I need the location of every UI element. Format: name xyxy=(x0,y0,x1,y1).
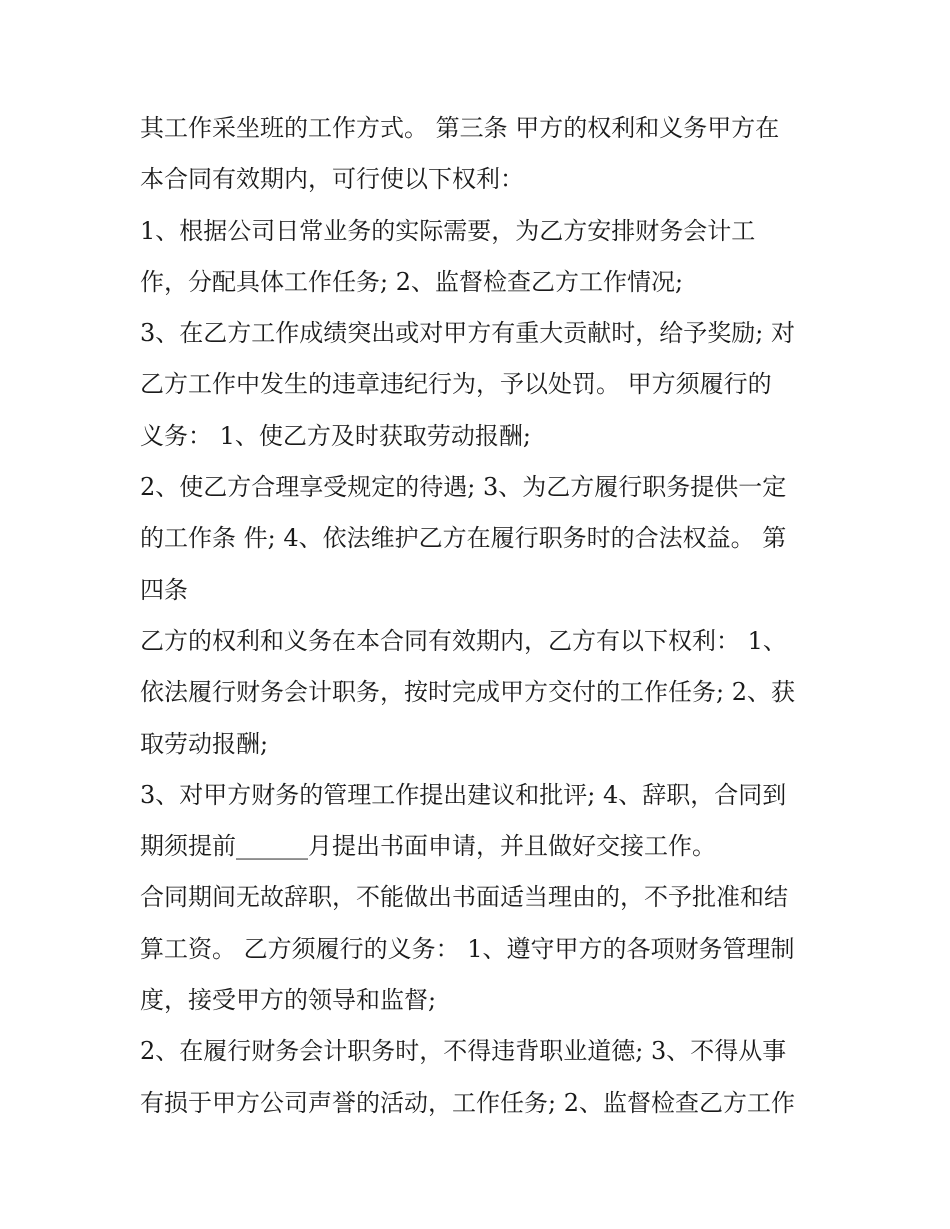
text-line: 其工作采坐班的工作方式。 第三条 甲方的权利和义务甲方在 xyxy=(140,114,780,142)
text-line: 合同期间无故辞职，不能做出书面适当理由的，不予批准和结 xyxy=(140,883,788,912)
text-line: 3、对甲方财务的管理工作提出建议和批评; 4、辞职，合同到 xyxy=(140,780,787,809)
text-line: 2、使乙方合理享受规定的待遇; 3、为乙方履行职务提供一定 xyxy=(140,473,787,502)
text-line: 乙方工作中发生的违章违纪行为，予以处罚。 甲方须履行的 xyxy=(140,370,772,399)
text-line: 依法履行财务会计职务，按时完成甲方交付的工作任务; 2、获 xyxy=(140,678,795,707)
text-line: 算工资。 乙方须履行的义务： 1、遵守甲方的各项财务管理制 xyxy=(140,934,795,963)
text-line: 2、在履行财务会计职务时，不得违背职业道德; 3、不得从事 xyxy=(140,1037,787,1066)
text-line: 3、在乙方工作成绩突出或对甲方有重大贡献时，给予奖励; 对 xyxy=(140,319,795,348)
text-line: 作，分配具体工作任务; 2、监督检查乙方工作情况; xyxy=(140,267,684,296)
text-line: 度，接受甲方的领导和监督; xyxy=(140,986,437,1015)
text-line: 四条 xyxy=(140,575,188,604)
text-line: 期须提前______月提出书面申请，并且做好交接工作。 xyxy=(140,832,716,861)
text-line: 义务： 1、使乙方及时获取劳动报酬; xyxy=(140,421,531,450)
text-line: 乙方的权利和义务在本合同有效期内，乙方有以下权利： 1、 xyxy=(140,626,787,655)
document-body xyxy=(140,103,820,1129)
text-line: 取劳动报酬; xyxy=(140,729,269,758)
text-line: 1、根据公司日常业务的实际需要，为乙方安排财务会计工 xyxy=(140,216,756,245)
text-line: 本合同有效期内，可行使以下权利： xyxy=(140,165,524,194)
text-line: 有损于甲方公司声誉的活动，工作任务; 2、监督检查乙方工作 xyxy=(140,1088,795,1117)
text-line: 的工作条 件; 4、依法维护乙方在履行职务时的合法权益。 第 xyxy=(140,524,787,553)
